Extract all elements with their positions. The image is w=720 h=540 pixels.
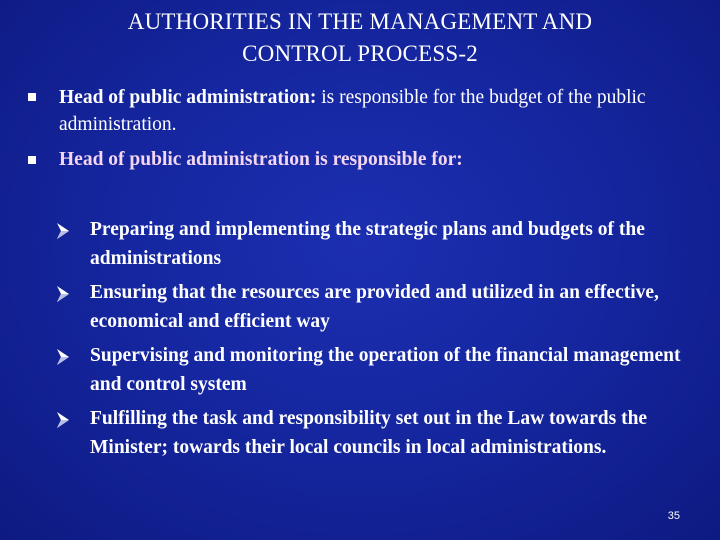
- title-line-2: CONTROL PROCESS-2: [242, 41, 478, 66]
- bullet-bold-part: Head of public administration:: [59, 87, 322, 108]
- page-number: 35: [667, 510, 680, 522]
- sub-bullet-text: Fulfilling the task and responsibility set out in the Law towards the Minister; towards their local councils in local administrations.: [90, 408, 648, 458]
- sub-bullet-text: Ensuring that the resources are provided and utilized in an effective, economical and efficient way: [90, 282, 659, 332]
- arrow-bullet-icon: [56, 285, 70, 303]
- arrow-bullet-icon: [56, 348, 70, 366]
- slide-title: [40, 6, 680, 70]
- sub-bullet-text: Supervising and monitoring the operation of the financial management and control system: [90, 345, 681, 395]
- title-line-1: AUTHORITIES IN THE MANAGEMENT AND: [127, 9, 593, 34]
- bullet-emphasis-part: Head of public administration is responsible for:: [59, 149, 463, 170]
- sub-bullet-text: Preparing and implementing the strategic plans and budgets of the administrations: [90, 219, 645, 269]
- square-bullet-icon: [28, 156, 36, 164]
- main-bullet-text: [59, 146, 689, 173]
- bullet-rest-part: is responsible for the budget of the public administration.: [59, 87, 646, 135]
- main-bullet-text: [59, 84, 689, 138]
- arrow-bullet-icon: [56, 222, 70, 240]
- arrow-bullet-icon: [56, 411, 70, 429]
- square-bullet-icon: [28, 93, 36, 101]
